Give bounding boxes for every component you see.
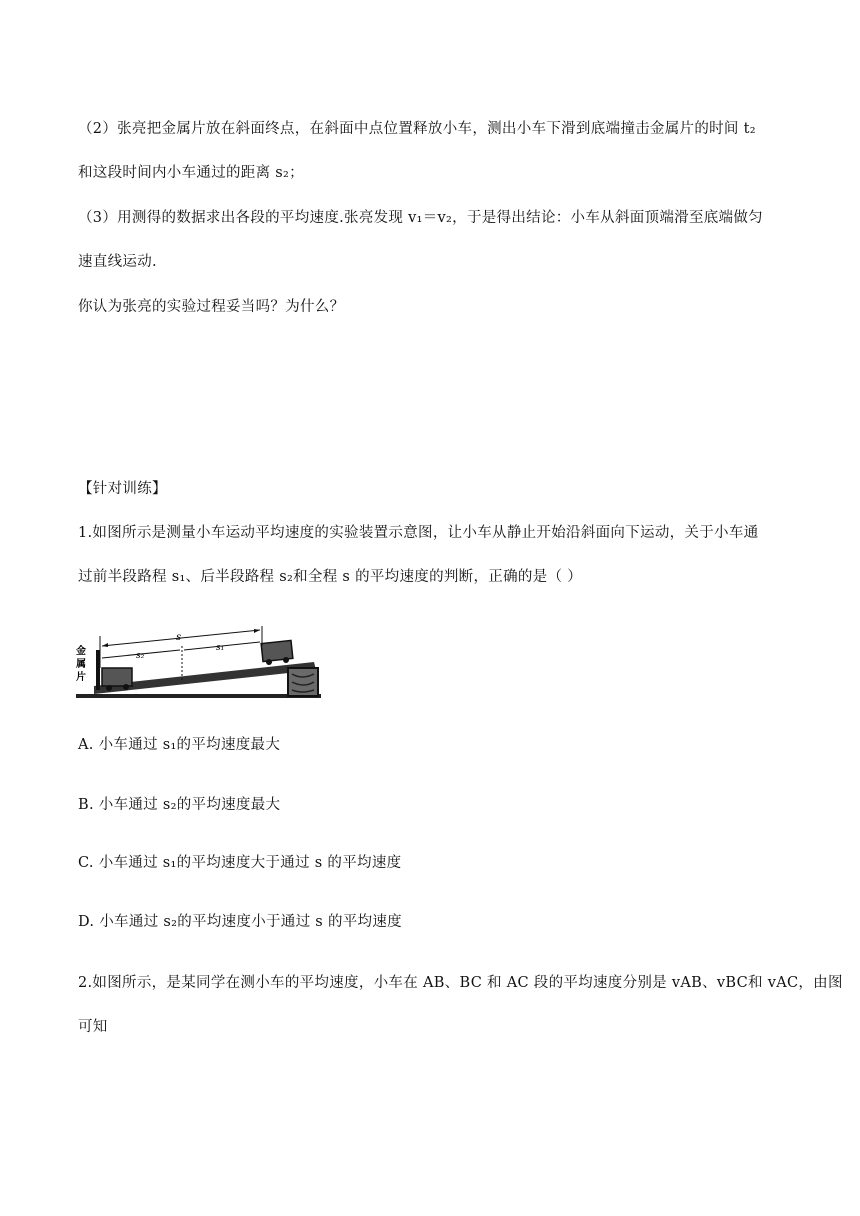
- ground-line: [76, 694, 321, 698]
- metal-label-2: 属: [76, 659, 86, 670]
- metal-sheet: [96, 650, 100, 690]
- label-s2: s₂: [136, 651, 145, 661]
- q1-stem-line-1: 1.如图所示是测量小车运动平均速度的实验装置示意图，让小车从静止开始沿斜面向下运动，关于小车通: [78, 525, 759, 541]
- section-title: 【针对训练】: [78, 481, 167, 497]
- option-a: A. 小车通过 s₁的平均速度最大: [78, 737, 281, 753]
- step-2-line-1: （2）张亮把金属片放在斜面终点，在斜面中点位置释放小车，测出小车下滑到底端撞击金属片的时间 t₂: [78, 121, 756, 137]
- option-d: D. 小车通过 s₂的平均速度小于通过 s 的平均速度: [78, 914, 402, 930]
- incline-experiment-figure: [76, 624, 326, 704]
- step-3-line-2: 速直线运动.: [78, 254, 157, 270]
- label-s1: s₁: [216, 643, 225, 653]
- q1-stem-line-2: 过前半段路程 s₁、后半段路程 s₂和全程 s 的平均速度的判断，正确的是（ ）: [78, 569, 582, 585]
- option-b: B. 小车通过 s₂的平均速度最大: [78, 797, 281, 813]
- label-s: s: [176, 632, 182, 643]
- cart-bottom: [102, 668, 132, 686]
- q2-stem-line-1: 2.如图所示，是某同学在测小车的平均速度，小车在 AB、BC 和 AC 段的平均速度分别是 vAB、vBC和 vAC，由图: [78, 975, 843, 991]
- step-3-line-1: （3）用测得的数据求出各段的平均速度.张亮发现 v₁＝v₂，于是得出结论：小车从斜面顶端滑至底端做匀: [78, 210, 763, 226]
- question-text: 你认为张亮的实验过程妥当吗？为什么？: [78, 299, 345, 315]
- metal-label-3: 片: [76, 672, 86, 683]
- option-c: C. 小车通过 s₁的平均速度大于通过 s 的平均速度: [78, 855, 402, 871]
- step-2-line-2: 和这段时间内小车通过的距离 s₂；: [78, 165, 304, 181]
- metal-label-1: 金: [76, 646, 86, 657]
- q2-stem-line-2: 可知: [78, 1019, 108, 1035]
